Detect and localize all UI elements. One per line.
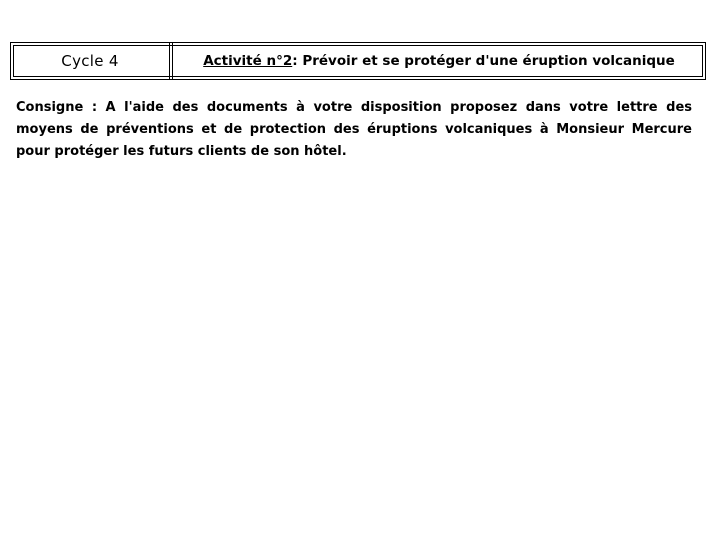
cycle-cell bbox=[11, 43, 170, 79]
cycle-label: Cycle 4 bbox=[61, 52, 119, 70]
activity-label: Activité n°2 bbox=[203, 53, 293, 69]
activity-title: : Prévoir et se protéger d'une éruption volcanique bbox=[292, 53, 675, 69]
instructions-text: Consigne : A l'aide des documents à votre disposition proposez dans votre lettre des moyens de préventions et de protection des éruptions volcaniques à Monsieur Mercure pour protéger les futurs clients de son hôtel. bbox=[16, 100, 692, 159]
header-table bbox=[10, 42, 706, 80]
activity-cell bbox=[173, 43, 705, 79]
